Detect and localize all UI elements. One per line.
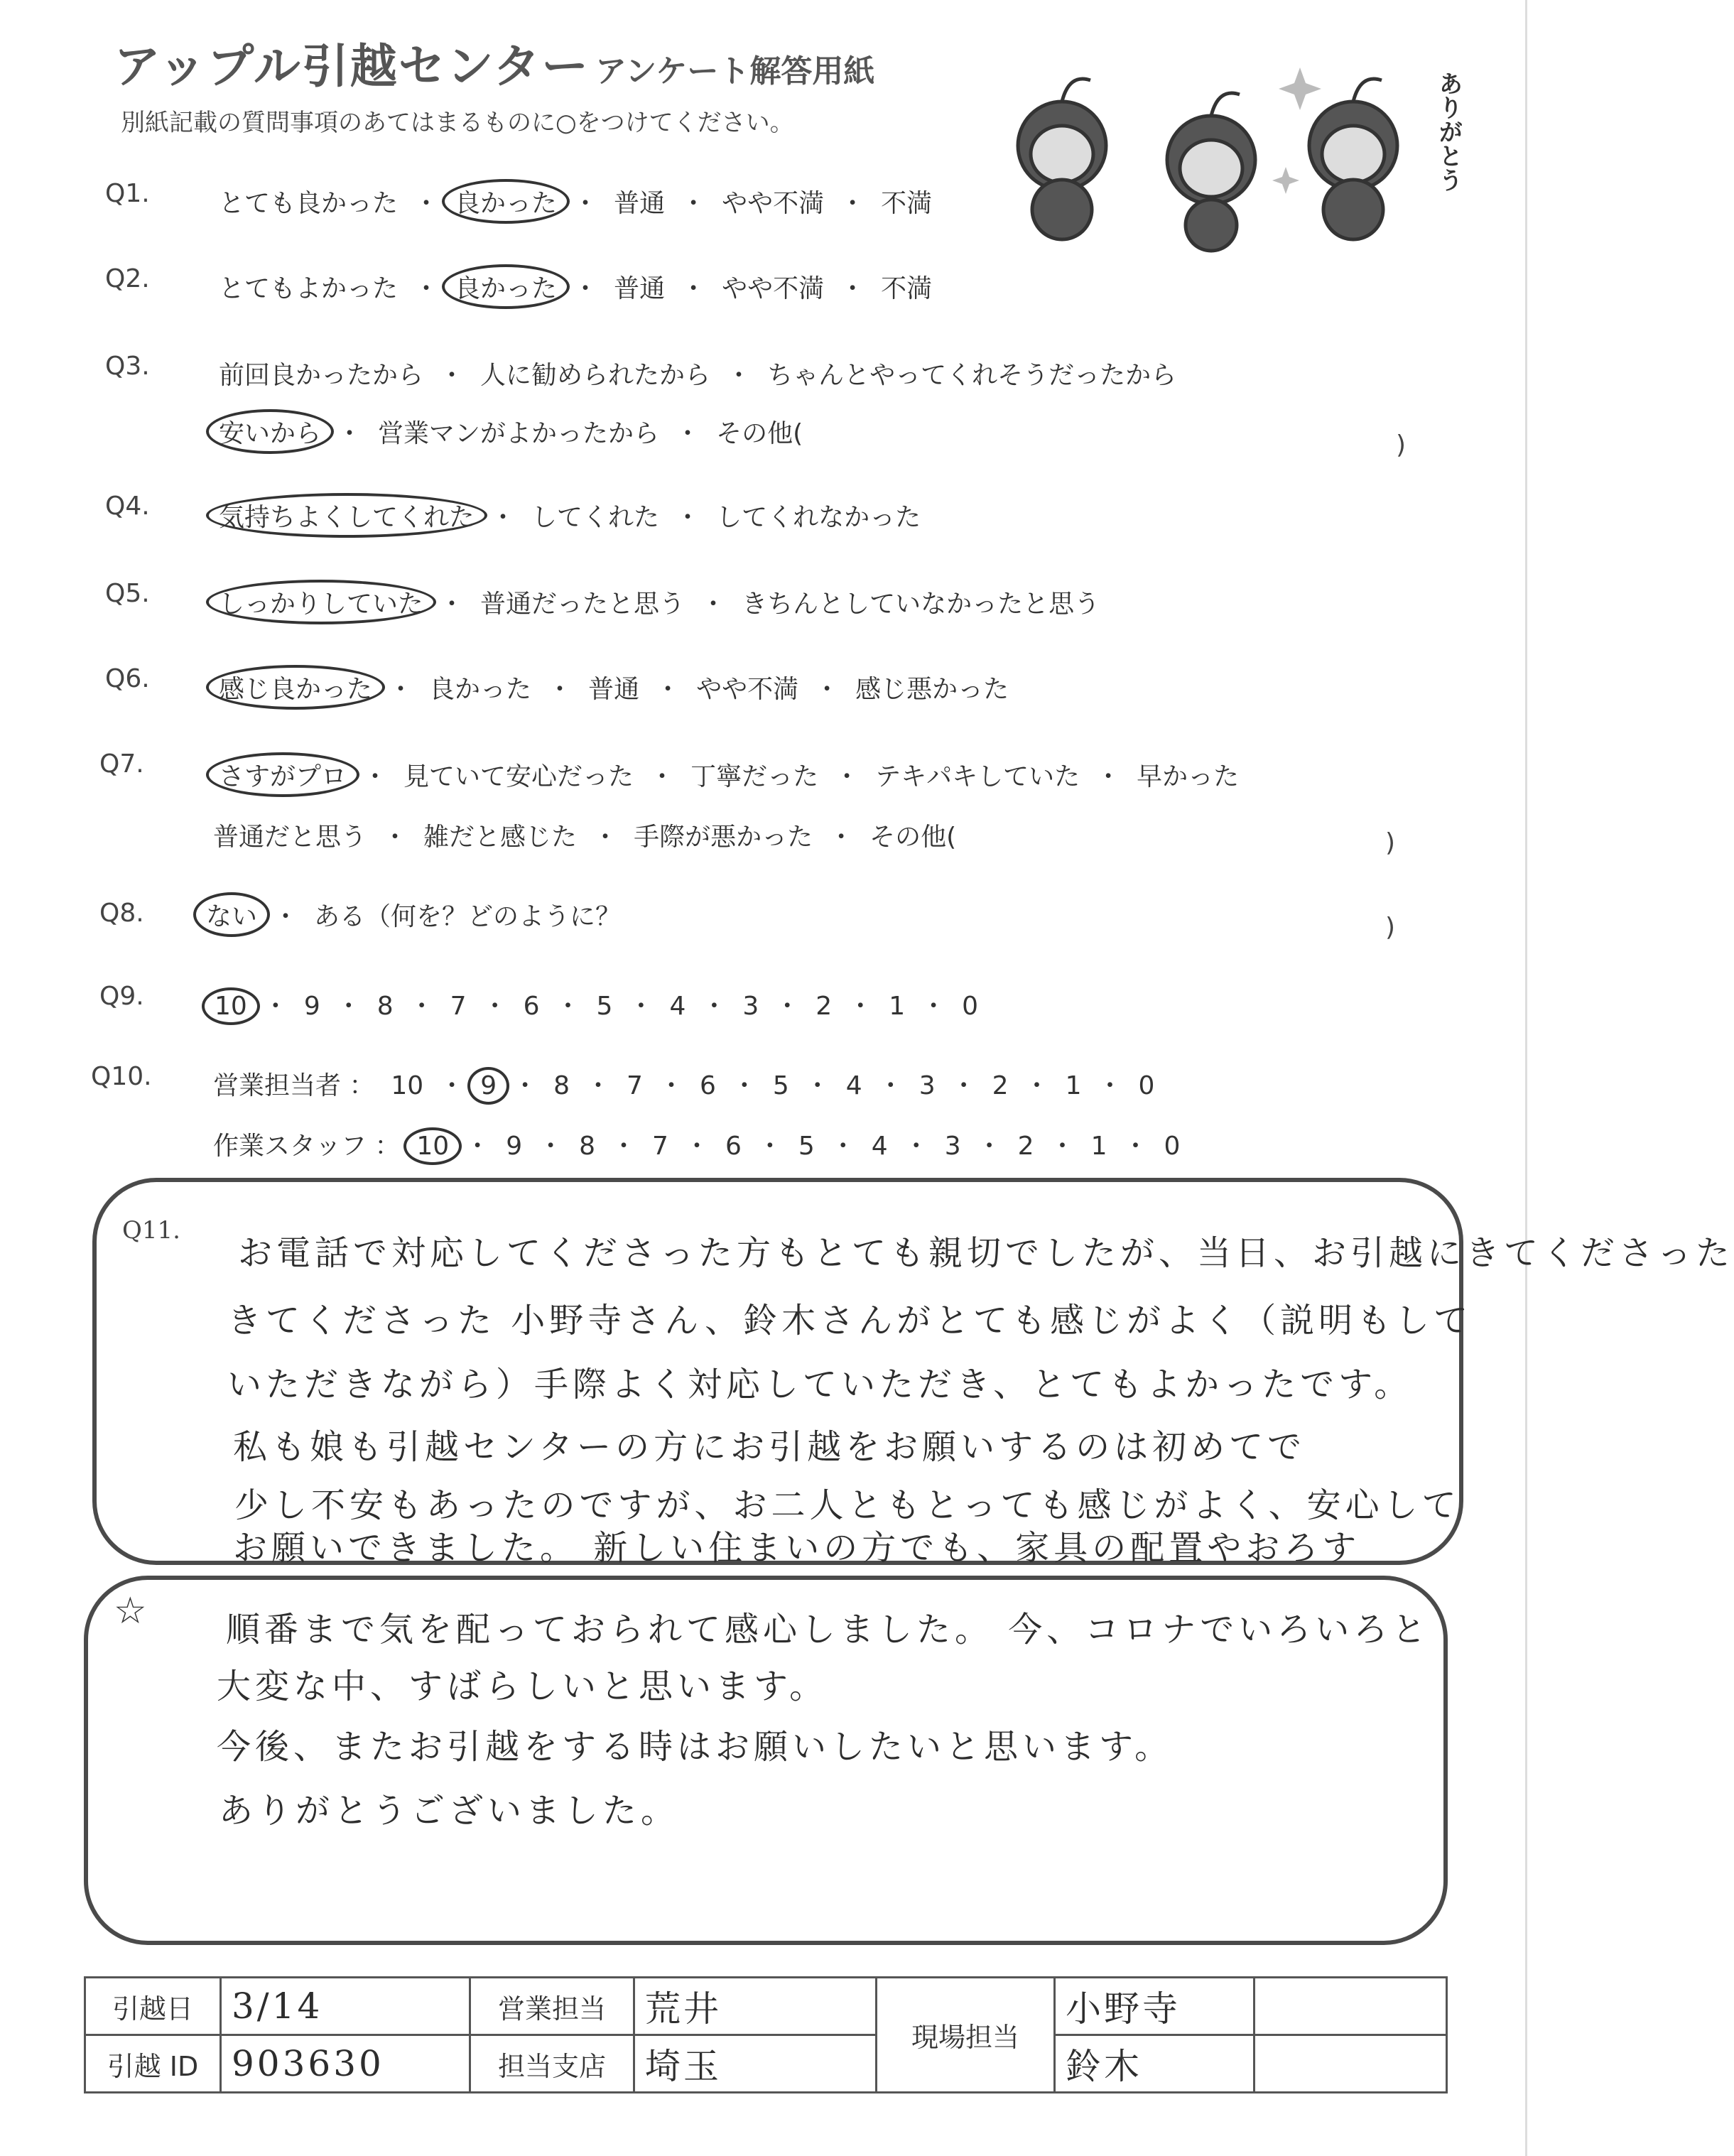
q3-option[interactable]: 人に勧められたから — [480, 361, 711, 390]
sales-rep-value[interactable]: 荒井 — [634, 1978, 877, 2035]
monkey-mascots-illustration — [987, 39, 1470, 245]
q7-option[interactable]: 見ていて安心だった — [403, 762, 634, 791]
q10-staff-row: 作業スタッフ ： 10 ・ 9 ・ 8 ・ 7 ・ 6 ・ 5 ・ 4 ・ 3 ・ 2 ・ 1 ・ 0 — [213, 1126, 1180, 1162]
q3-options-line1: 前回良かったから ・ 人に勧められたから ・ ちゃんとやってくれそうだったから — [219, 355, 1176, 391]
q10-staff-score[interactable]: 9 — [506, 1132, 523, 1161]
q3-number: Q3. — [105, 352, 150, 381]
q8-close-paren: ) — [1385, 913, 1396, 942]
q11-comment-line: お願いできました。 新しい住まいの方でも、家具の配置やおろす — [233, 1528, 1361, 1568]
q4-option[interactable]: してくれなかった — [716, 503, 921, 532]
q7-option[interactable]: 早かった — [1137, 762, 1240, 791]
q9-score[interactable]: 7 — [450, 992, 467, 1021]
footer-info-table — [84, 1976, 1448, 2093]
site-staff-label: 現場担当 — [877, 1978, 1055, 2093]
q9-score[interactable]: 4 — [669, 992, 686, 1021]
q10-staff-score[interactable]: 4 — [871, 1132, 888, 1161]
q9-score[interactable]: 1 — [889, 992, 906, 1021]
q7-option[interactable]: 普通だと思う — [213, 823, 367, 852]
q1-option-selected[interactable]: 良かった — [442, 179, 570, 224]
q10-staff-score[interactable]: 5 — [798, 1132, 815, 1161]
q2-option[interactable]: やや不満 — [722, 274, 825, 303]
q7-close-paren: ) — [1385, 828, 1396, 857]
q5-options: しっかりしていた ・ 普通だったと思う ・ きちんとしていなかったと思う — [219, 584, 1100, 620]
q10-staff-score[interactable]: 1 — [1090, 1132, 1107, 1161]
q11-comment-line: きてくださった 小野寺さん、鈴木さんがとても感じがよく（説明もして — [227, 1301, 1473, 1340]
q1-option[interactable]: とても良かった — [219, 189, 399, 218]
q10-staff-score[interactable]: 0 — [1164, 1132, 1181, 1161]
q2-number: Q2. — [105, 264, 150, 293]
q7-option[interactable]: 手際が悪かった — [634, 823, 813, 852]
q8-number: Q8. — [99, 899, 144, 928]
q9-score[interactable]: 9 — [303, 992, 320, 1021]
q3-option-selected[interactable]: 安いから — [206, 409, 334, 454]
q5-option-selected[interactable]: しっかりしていた — [206, 580, 436, 624]
q10-sales-row: 営業担当者 ： 10 ・ 9 ・ 8 ・ 7 ・ 6 ・ 5 ・ 4 ・ 3 ・ 2 ・ 1 ・ 0 — [213, 1066, 1154, 1102]
move-id-value[interactable]: 903630 — [221, 2035, 470, 2093]
q6-option-selected[interactable]: 感じ良かった — [206, 665, 385, 710]
q10-sales-score[interactable]: 2 — [992, 1071, 1009, 1100]
q6-option[interactable]: 良かった — [429, 675, 532, 704]
star-comment-line: 今後、またお引越をする時はお願いしたいと思います。 — [217, 1727, 1174, 1767]
q1-number: Q1. — [105, 179, 150, 208]
q3-close-paren: ) — [1396, 430, 1407, 460]
q10-staff-label: 作業スタッフ — [213, 1132, 367, 1161]
q10-sales-score[interactable]: 5 — [772, 1071, 789, 1100]
q10-sales-score[interactable]: 4 — [845, 1071, 862, 1100]
q11-comment-line: 私も娘も引越センターの方にお引越をお願いするのは初めてで — [233, 1427, 1306, 1467]
star-comment-line: 大変な中、すばらしいと思います。 — [217, 1667, 828, 1706]
q6-number: Q6. — [105, 664, 150, 693]
q10-staff-score[interactable]: 7 — [652, 1132, 668, 1161]
q7-option[interactable]: 丁寧だった — [690, 762, 819, 791]
q9-score[interactable]: 0 — [962, 992, 979, 1021]
q10-sales-label: 営業担当者 — [213, 1071, 342, 1100]
q4-number: Q4. — [105, 492, 150, 521]
q8-option-selected[interactable]: ない — [193, 892, 270, 937]
star-comment-line: 順番まで気を配っておられて感心しました。 今、コロナでいろいろと — [226, 1610, 1431, 1649]
q10-staff-score[interactable]: 8 — [579, 1132, 596, 1161]
q7-option[interactable]: テキパキしていた — [875, 762, 1080, 791]
empty-cell — [1255, 2035, 1447, 2093]
q10-staff-score[interactable]: 3 — [944, 1132, 961, 1161]
q9-number: Q9. — [99, 982, 144, 1011]
q2-option[interactable]: 不満 — [881, 274, 933, 303]
q3-options-line2: 安いから ・ 営業マンがよかったから ・ その他( — [219, 413, 803, 450]
q11-label: Q11. — [122, 1216, 180, 1245]
q9-score[interactable]: 3 — [742, 992, 759, 1021]
q9-score[interactable]: 6 — [523, 992, 540, 1021]
q9-score[interactable]: 5 — [596, 992, 613, 1021]
q7-options-line2: 普通だと思う ・ 雑だと感じた ・ 手際が悪かった ・ その他( — [213, 817, 956, 853]
q11-comment-line: お電話で対応してくださった方もとても親切でしたが、当日、お引越にきてくださった — [238, 1233, 1734, 1273]
q5-option[interactable]: きちんとしていなかったと思う — [742, 590, 1100, 619]
star-comment-line: ありがとうございました。 — [219, 1791, 680, 1831]
q1-option[interactable]: 不満 — [881, 189, 933, 218]
q11-comment-line: いただきながら）手際よく対応していただき、とてもよかったです。 — [227, 1365, 1413, 1404]
q3-option-other[interactable]: その他( — [716, 419, 803, 448]
move-id-label: 引越 ID — [85, 2035, 221, 2093]
q1-option[interactable]: やや不満 — [722, 189, 825, 218]
q5-number: Q5. — [105, 579, 150, 608]
q4-option-selected[interactable]: 気持ちよくしてくれた — [206, 493, 487, 538]
q4-options: 気持ちよくしてくれた ・ してくれた ・ してくれなかった — [219, 497, 921, 533]
q7-option[interactable]: 雑だと感じた — [423, 823, 578, 852]
q4-option[interactable]: してくれた — [531, 503, 660, 532]
sales-rep-label: 営業担当 — [470, 1978, 634, 2035]
move-date-value[interactable]: 3/14 — [221, 1978, 470, 2035]
brand-name: アップル引越センター — [114, 39, 590, 94]
q7-option-other[interactable]: その他( — [869, 823, 957, 852]
q9-score[interactable]: 8 — [376, 992, 394, 1021]
q2-option[interactable]: とてもよかった — [219, 274, 399, 303]
branch-label: 担当支店 — [470, 2035, 634, 2093]
q2-option-selected[interactable]: 良かった — [442, 264, 570, 309]
q11-comment-line: 少し不安もあったのですが、お二人ともとっても感じがよく、安心して — [234, 1485, 1461, 1525]
instructions-text: 別紙記載の質問事項のあてはまるものに○をつけてください。 — [121, 109, 794, 137]
q8-option[interactable]: ある（何を？どのように？ — [314, 902, 622, 931]
q8-options: ない ・ ある（何を？どのように？ — [206, 896, 621, 933]
move-date-label: 引越日 — [85, 1978, 221, 2035]
empty-cell — [1255, 1978, 1447, 2035]
q10-sales-score[interactable]: 0 — [1138, 1071, 1155, 1100]
q10-sales-score-selected[interactable]: 9 — [467, 1067, 509, 1105]
q7-options-line1: さすがプロ ・ 見ていて安心だった ・ 丁寧だった ・ テキパキしていた ・ 早かった — [219, 757, 1239, 793]
q2-option[interactable]: 普通 — [614, 274, 666, 303]
q10-sales-score[interactable]: 7 — [627, 1071, 643, 1100]
q7-number: Q7. — [99, 749, 144, 779]
q10-sales-score[interactable]: 8 — [553, 1071, 570, 1100]
site-staff-value[interactable]: 鈴木 — [1055, 2035, 1255, 2093]
thanks-vertical-text: ありがとう — [1434, 71, 1463, 192]
q7-option-selected[interactable]: さすがプロ — [206, 752, 359, 797]
q10-sales-score[interactable]: 6 — [699, 1071, 716, 1100]
site-staff-value[interactable]: 小野寺 — [1055, 1978, 1255, 2035]
q2-options: とてもよかった ・ 良かった ・ 普通 ・ やや不満 ・ 不満 — [219, 269, 932, 305]
q10-staff-score-selected[interactable]: 10 — [403, 1127, 462, 1165]
q10-sales-score[interactable]: 10 — [391, 1071, 424, 1100]
q9-score[interactable]: 2 — [815, 992, 833, 1021]
q6-option[interactable]: 普通 — [588, 675, 640, 704]
q1-options: とても良かった ・ 良かった ・ 普通 ・ やや不満 ・ 不満 — [219, 183, 932, 220]
q3-option[interactable]: 前回良かったから — [219, 361, 424, 390]
q10-sales-score[interactable]: 3 — [919, 1071, 936, 1100]
branch-value[interactable]: 埼玉 — [634, 2035, 877, 2093]
q3-option[interactable]: 営業マンがよかったから — [378, 419, 660, 448]
q9-scale: 10 ・ 9 ・ 8 ・ 7 ・ 6 ・ 5 ・ 4 ・ 3 ・ 2 ・ 1 ・ 0 — [215, 986, 978, 1022]
q5-option[interactable]: 普通だったと思う — [480, 590, 686, 619]
q10-sales-score[interactable]: 1 — [1065, 1071, 1082, 1100]
q10-number: Q10. — [91, 1062, 152, 1091]
q10-staff-score[interactable]: 2 — [1017, 1132, 1034, 1161]
document-title: アンケート解答用紙 — [595, 53, 875, 90]
star-icon: ☆ — [114, 1590, 147, 1632]
q6-options: 感じ良かった ・ 良かった ・ 普通 ・ やや不満 ・ 感じ悪かった — [219, 669, 1009, 705]
q6-option[interactable]: 感じ悪かった — [855, 675, 1009, 704]
q10-staff-score[interactable]: 6 — [725, 1132, 742, 1161]
q1-option[interactable]: 普通 — [614, 189, 666, 218]
q3-option[interactable]: ちゃんとやってくれそうだったから — [767, 361, 1177, 390]
q9-score-selected[interactable]: 10 — [202, 987, 260, 1025]
q6-option[interactable]: やや不満 — [696, 675, 799, 704]
